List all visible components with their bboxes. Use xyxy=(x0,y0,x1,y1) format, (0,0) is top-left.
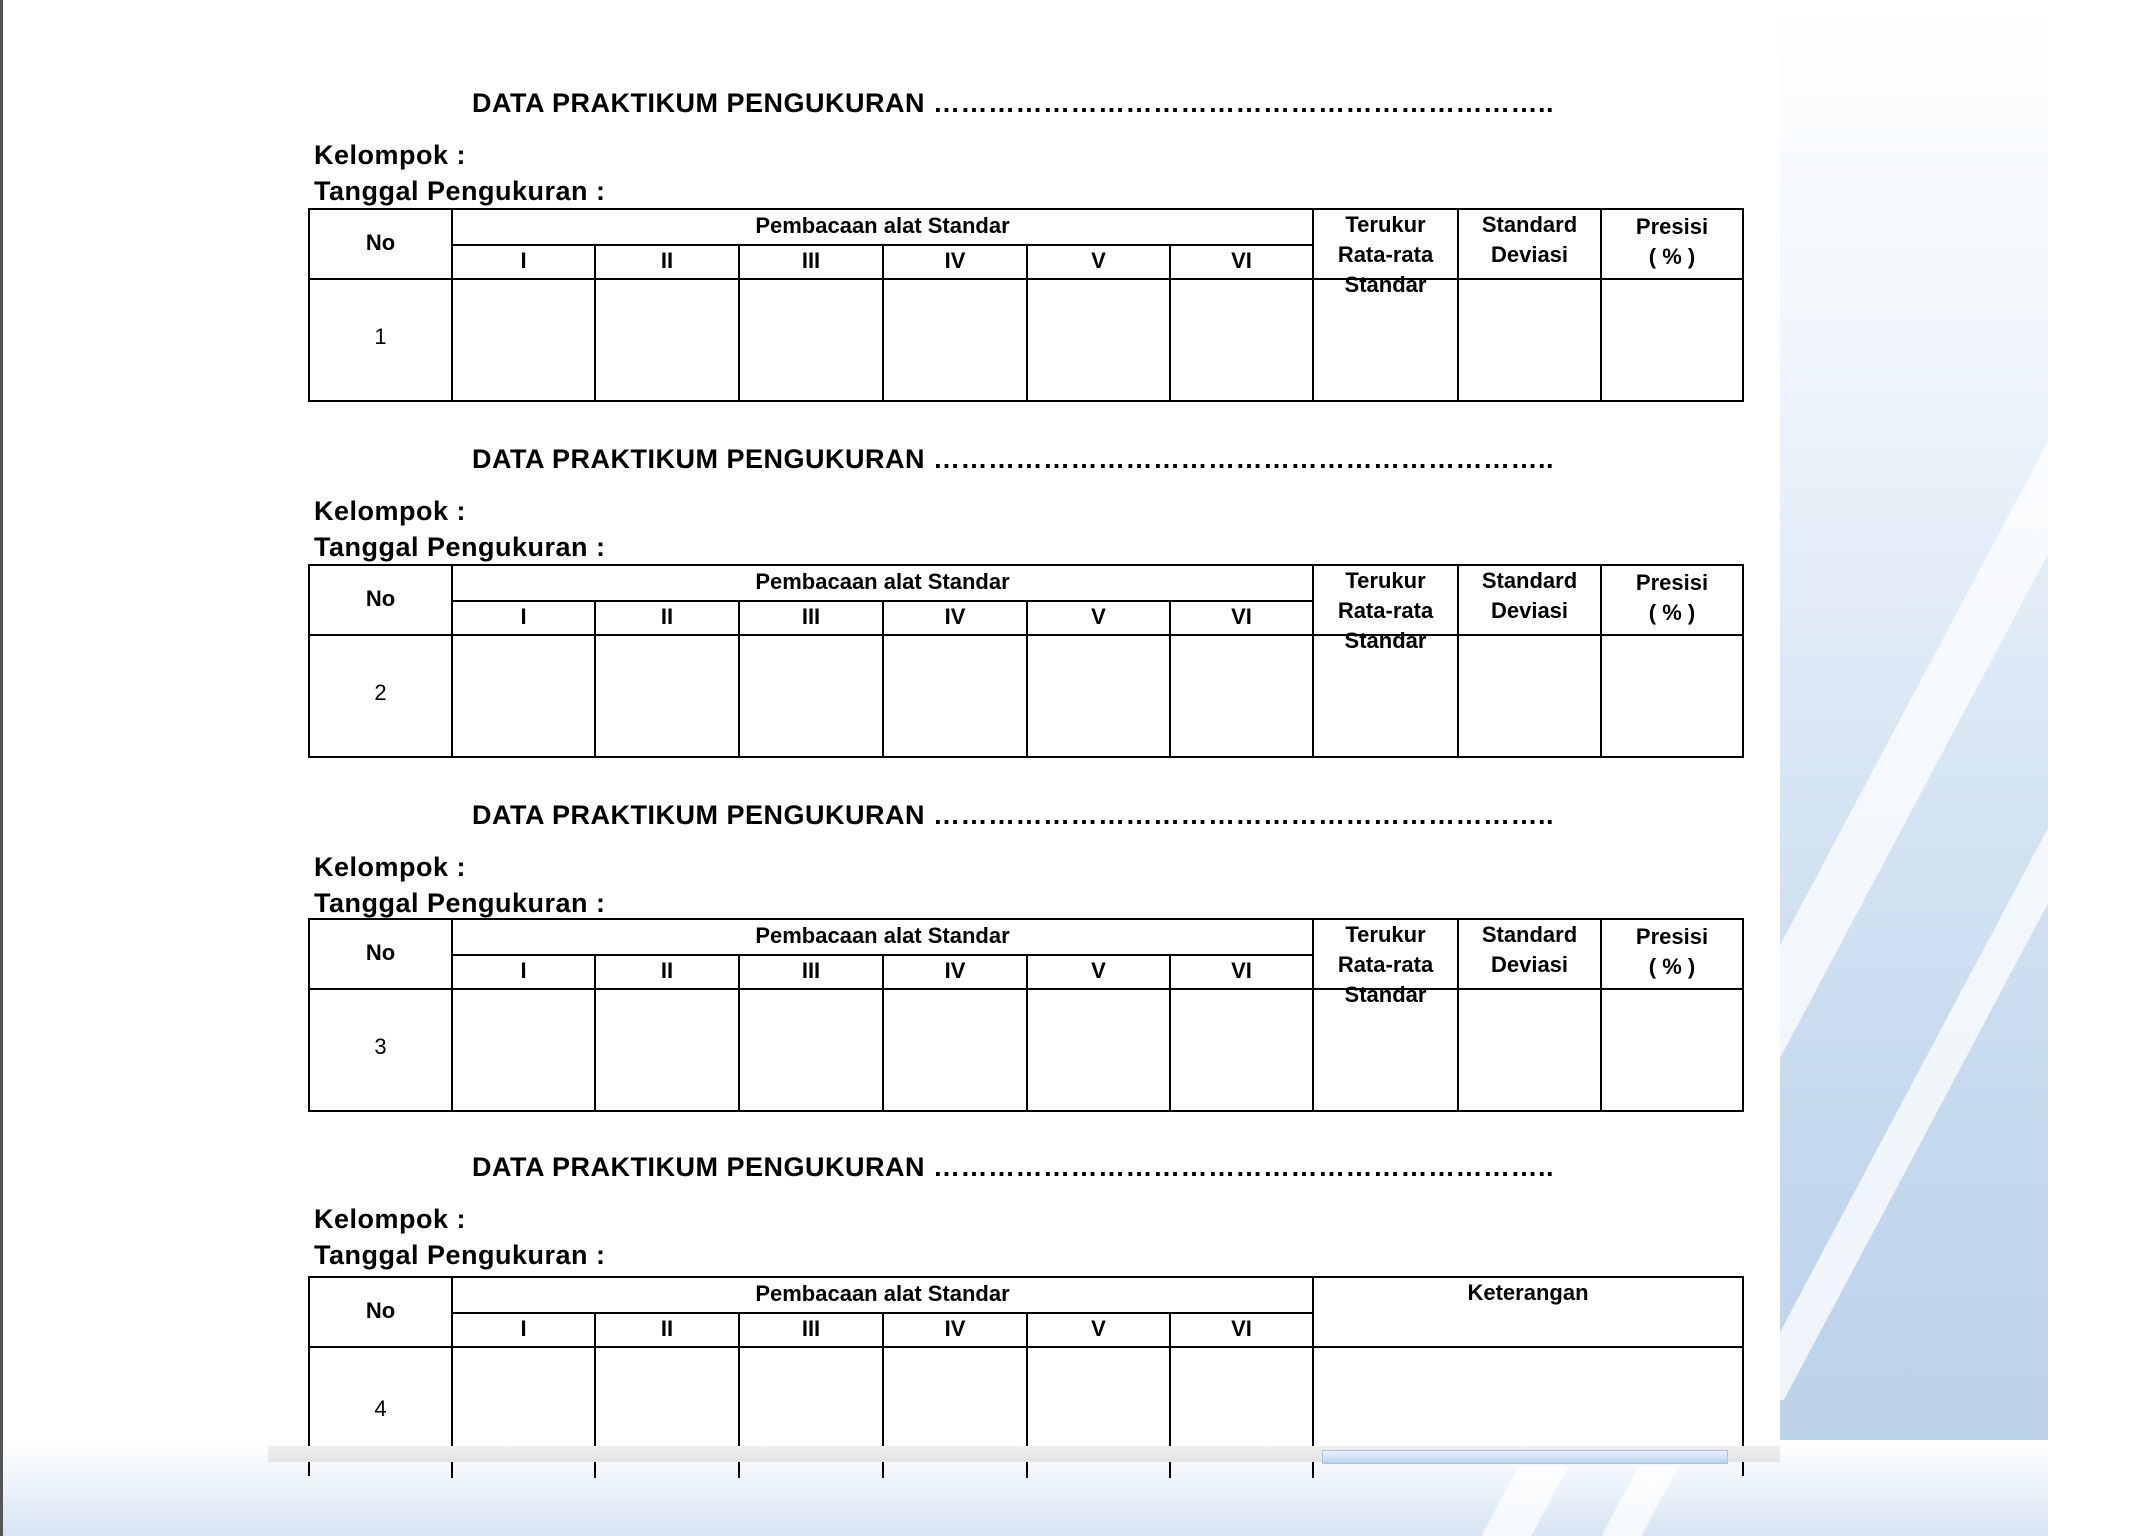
header-roman-1: I xyxy=(520,248,527,273)
header-no: No xyxy=(365,940,396,965)
section-title: DATA PRAKTIKUM PENGUKURAN ………………………………………………………….. xyxy=(472,444,1554,474)
kelompok-label: Kelompok : xyxy=(314,496,467,526)
header-roman-1: I xyxy=(520,958,527,983)
section-title: DATA PRAKTIKUM PENGUKURAN ………………………………………………………….. xyxy=(472,800,1554,830)
header-terukur-line3: Standar xyxy=(1344,272,1427,297)
header-pembacaan: Pembacaan alat Standar xyxy=(755,923,1010,948)
header-roman-6: VI xyxy=(1231,604,1252,629)
document-page xyxy=(268,40,1780,1448)
measurement-table xyxy=(308,564,1744,758)
data-section-4 xyxy=(268,1152,1780,1448)
tanggal-label: Tanggal Pengukuran : xyxy=(314,176,606,206)
header-roman-5: V xyxy=(1091,1316,1106,1341)
header-roman-1: I xyxy=(520,604,527,629)
kelompok-label: Kelompok : xyxy=(314,852,467,882)
header-terukur: Terukur Rata-rata Standar xyxy=(1337,922,1434,1007)
row-number: 3 xyxy=(374,1034,387,1059)
kelompok-label: Kelompok : xyxy=(314,1204,467,1234)
horizontal-scrollbar-thumb[interactable] xyxy=(1322,1450,1728,1464)
header-roman-1: I xyxy=(520,1316,527,1341)
header-pembacaan: Pembacaan alat Standar xyxy=(755,569,1010,594)
header-presisi: Presisi ( % ) xyxy=(1635,570,1709,625)
data-section-2 xyxy=(268,444,1780,764)
row-number: 4 xyxy=(374,1396,387,1421)
header-pembacaan: Pembacaan alat Standar xyxy=(755,1281,1010,1306)
header-stdev: Standard Deviasi xyxy=(1481,212,1578,267)
header-no: No xyxy=(365,586,396,611)
header-no: No xyxy=(365,1298,396,1323)
header-presisi: Presisi ( % ) xyxy=(1635,924,1709,979)
header-roman-3: III xyxy=(801,604,821,629)
header-roman-4: IV xyxy=(944,248,966,273)
header-roman-3: III xyxy=(801,958,821,983)
header-no: No xyxy=(365,230,396,255)
measurement-table xyxy=(308,918,1744,1112)
header-roman-6: VI xyxy=(1231,958,1252,983)
kelompok-label: Kelompok : xyxy=(314,140,467,170)
header-terukur-line2: Rata-rata xyxy=(1337,242,1434,267)
header-stdev: Standard Deviasi xyxy=(1481,568,1578,623)
header-roman-4: IV xyxy=(944,958,966,983)
header-roman-6: VI xyxy=(1231,248,1252,273)
header-roman-5: V xyxy=(1091,604,1106,629)
header-roman-6: VI xyxy=(1231,1316,1252,1341)
tanggal-label: Tanggal Pengukuran : xyxy=(314,1240,606,1270)
tanggal-label: Tanggal Pengukuran : xyxy=(314,532,606,562)
header-roman-2: II xyxy=(660,248,674,273)
header-roman-4: IV xyxy=(944,604,966,629)
header-pembacaan: Pembacaan alat Standar xyxy=(755,213,1010,238)
header-terukur-line1: Terukur xyxy=(1345,212,1426,237)
header-terukur: Terukur Rata-rata Standar xyxy=(1337,568,1434,653)
row-number: 2 xyxy=(374,680,387,705)
header-roman-4: IV xyxy=(944,1316,966,1341)
header-terukur xyxy=(1314,210,1457,297)
data-section-1 xyxy=(268,88,1780,408)
header-keterangan: Keterangan xyxy=(1467,1280,1589,1305)
measurement-table xyxy=(308,208,1744,402)
header-roman-5: V xyxy=(1091,958,1106,983)
header-roman-3: III xyxy=(801,1316,821,1341)
header-roman-5: V xyxy=(1091,248,1106,273)
window-left-edge xyxy=(0,0,3,1536)
data-section-3 xyxy=(268,800,1780,1120)
header-stdev: Standard Deviasi xyxy=(1481,922,1578,977)
header-roman-2: II xyxy=(660,958,674,983)
row-number: 1 xyxy=(374,324,387,349)
tanggal-label: Tanggal Pengukuran : xyxy=(314,888,606,918)
header-presisi: Presisi ( % ) xyxy=(1635,214,1709,269)
section-title: DATA PRAKTIKUM PENGUKURAN ………………………………………………………….. xyxy=(472,88,1554,118)
header-roman-3: III xyxy=(801,248,821,273)
header-roman-2: II xyxy=(660,604,674,629)
header-roman-2: II xyxy=(660,1316,674,1341)
section-title: DATA PRAKTIKUM PENGUKURAN ………………………………………………………….. xyxy=(472,1152,1554,1182)
